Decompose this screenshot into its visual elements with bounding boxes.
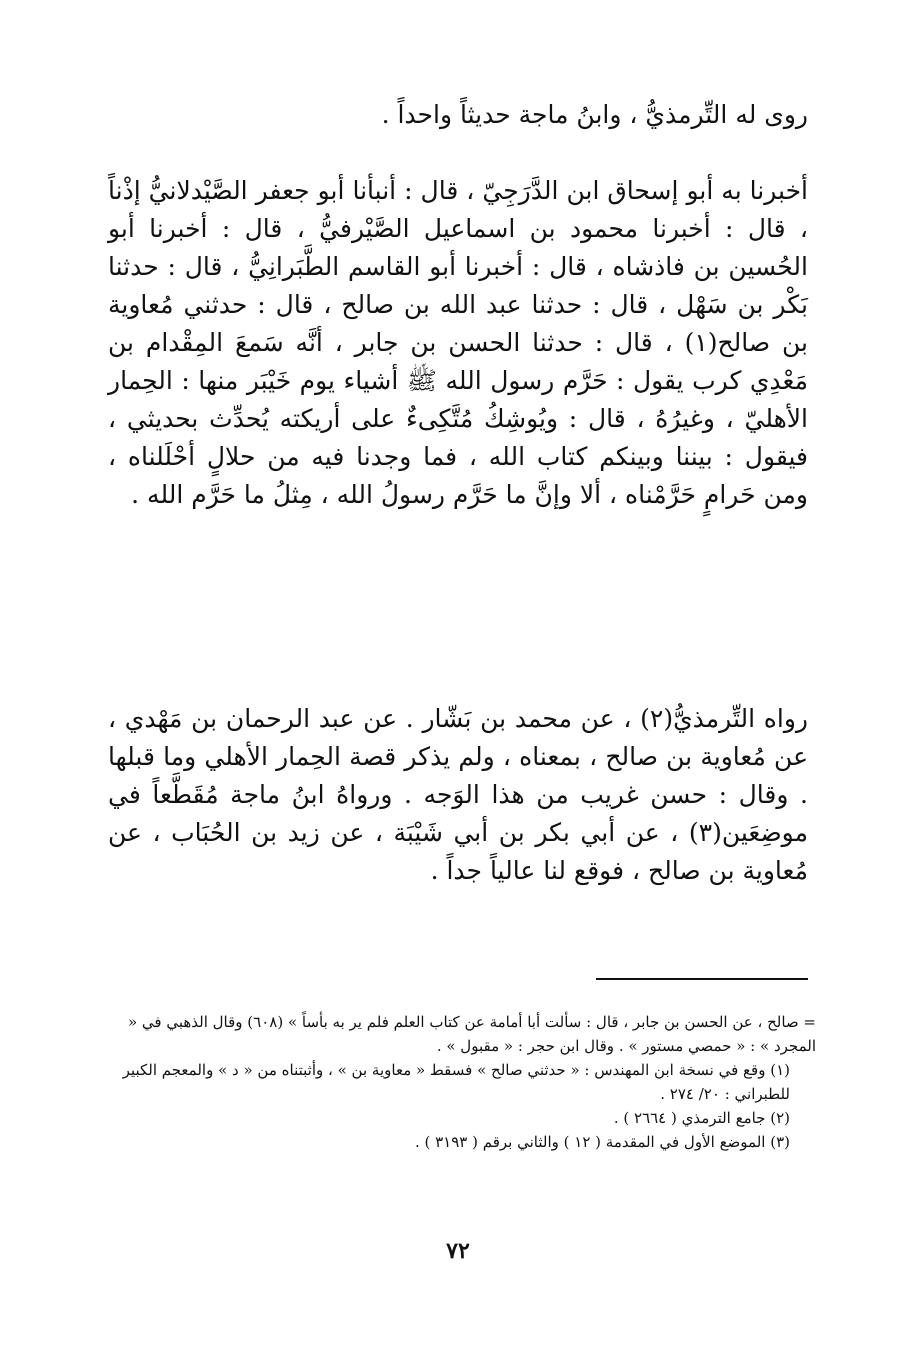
footnote-2: (٢) جامع الترمذي ( ٢٦٦٤ ) . [613, 1109, 790, 1127]
paragraph-text: أخبرنا به أبو إسحاق ابن الدَّرَجِيّ ، قال : أنبأنا أبو جعفر الصَّيْدلانيُّ إذْناً ، قال : أخبرنا محمود بن اسماعيل الصَّيْرفيُّ ، قال : أخبرنا أبو الحُسين بن فاذشاه ، قال : أخبرنا أبو القاسم الطَّبَرانِيُّ ، قال : حدثنا بَكْر بن سَهْل ، قال : حدثنا عبد الله بن صالح ، قال : حدثني مُعاوية بن صالح(١) ، قال : حدثنا الحسن بن جابر ، أنَّه سَمعَ المِقْدام بن مَعْدِي كرب يقول : حَرَّم رسول الله ﷺ أشياء يوم خَيْبَر منها : الحِمار الأهليّ ، وغيرُهُ ، قال : ويُوشِكُ مُتَّكِىءٌ على أريكته يُحدِّث بحديثي ، فيقول : بيننا وبينكم كتاب الله ، فما وجدنا فيه من حلالٍ أحْلَلناه ، ومن حَرامٍ حَرَّمْناه ، ألا وإنَّ ما حَرَّم رسولُ الله ، مِثلُ ما حَرَّم الله . [108, 176, 808, 509]
page-number: ٧٢ [446, 1238, 470, 1264]
paragraph-intro [108, 96, 808, 134]
paragraph-text: روى له التِّرمذيُّ ، وابنُ ماجة حديثاً واحداً . [381, 100, 808, 129]
footnote-1: (١) وقع في نسخة ابن المهندس : « حدثني صالح » فسقط « معاوية بن » ، وأثبتناه من « د » والمعجم الكبير للطبراني : ٢٠/ ٢٧٤ . [122, 1061, 790, 1103]
footnote-continuation: = صالح ، عن الحسن بن جابر ، قال : سألت أبا أمامة عن كتاب العلم فلم ير به بأساً » (٦٠٨) وقال الذهبي في « المجرد » : « حمصي مستور » . وقال ابن حجر : « مقبول » . [127, 1013, 816, 1055]
footnote-divider [596, 978, 808, 980]
paragraph-hadith-chain [108, 172, 808, 514]
footnote-3: (٣) الموضع الأول في المقدمة ( ١٢ ) والثاني برقم ( ٣١٩٣ ) . [414, 1133, 790, 1151]
footnotes [104, 1010, 816, 1154]
paragraph-text: رواه التِّرمذيُّ(٢) ، عن محمد بن بَشّار . عن عبد الرحمان بن مَهْدي ، عن مُعاوية بن صالح ، بمعناه ، ولم يذكر قصة الحِمار الأهلي وما قبلها . وقال : حسن غريب من هذا الوَجه . ورواهُ ابنُ ماجة مُقَطَّعاً في موضِعَين(٣) ، عن أبي بكر بن أبي شَيْبَة ، عن زيد بن الحُبَاب ، عن مُعاوية بن صالح ، فوقع لنا عالياً جداً . [108, 704, 808, 885]
paragraph-narration [108, 700, 808, 890]
